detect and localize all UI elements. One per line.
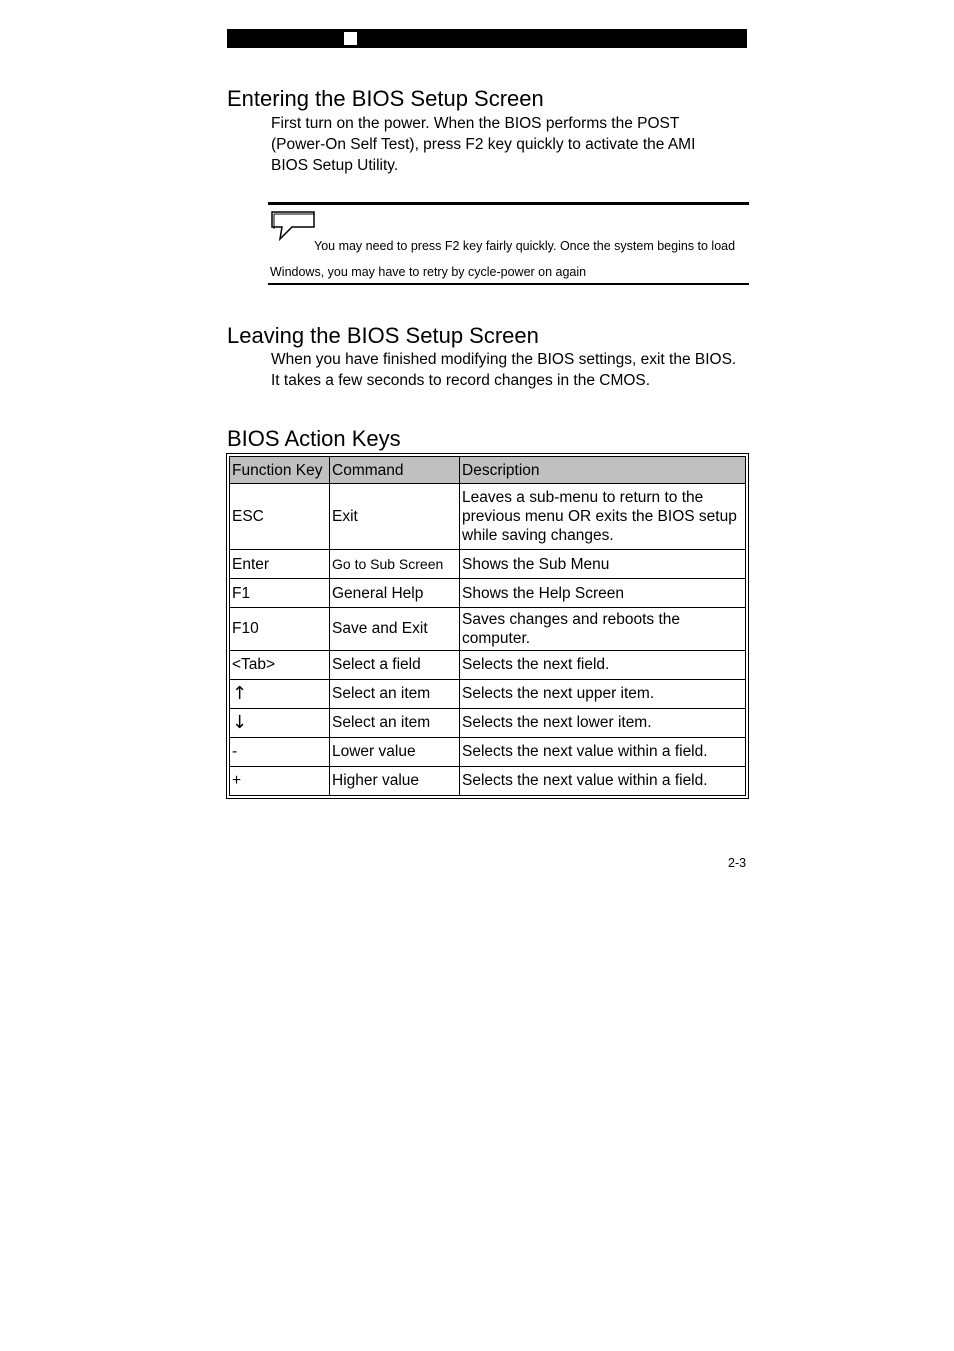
table-row	[230, 608, 746, 650]
table-header-row	[230, 457, 746, 484]
note-text-line-1: You may need to press F2 key fairly quickly. Once the system begins to load	[314, 239, 736, 253]
command-cell: Select an item	[330, 679, 460, 708]
note-text-line-2: Windows, you may have to retry by cycle-power on again	[270, 265, 587, 279]
description-cell: Leaves a sub-menu to return to the previous menu OR exits the BIOS setup while saving changes.	[460, 484, 746, 550]
header-bar	[227, 29, 747, 48]
description-cell: Shows the Sub Menu	[460, 550, 746, 579]
command-cell: Select an item	[330, 708, 460, 737]
heading-bios-action-keys: BIOS Action Keys	[227, 426, 401, 451]
command-cell: Save and Exit	[330, 608, 460, 650]
bios-keys-table	[226, 453, 749, 799]
function-key-cell: ESC	[230, 484, 330, 550]
command-cell: Select a field	[330, 650, 460, 679]
function-key-cell: -	[230, 737, 330, 766]
function-key-cell: F1	[230, 579, 330, 608]
description-cell: Shows the Help Screen	[460, 579, 746, 608]
function-key-cell: <Tab>	[230, 650, 330, 679]
entering-bios-text: First turn on the power. When the BIOS performs the POST (Power-On Self Test), press F2 key quickly to activate the AMI BIOS Setup Utility.	[271, 115, 696, 174]
header-square-icon	[344, 32, 357, 45]
down-arrow-key-cell: ↓	[230, 708, 330, 737]
leaving-bios-text: When you have finished modifying the BIOS settings, exit the BIOS. It takes a few seconds to record changes in the CMOS.	[271, 351, 737, 389]
command-cell: Higher value	[330, 766, 460, 795]
description-cell: Selects the next lower item.	[460, 708, 746, 737]
table-row	[230, 708, 746, 737]
function-key-cell: F10	[230, 608, 330, 650]
description-cell: Selects the next upper item.	[460, 679, 746, 708]
table-row	[230, 766, 746, 795]
table-row	[230, 484, 746, 550]
description-cell: Saves changes and reboots the computer.	[460, 608, 746, 650]
description-cell: Selects the next field.	[460, 650, 746, 679]
command-cell: General Help	[330, 579, 460, 608]
function-key-cell: Enter	[230, 550, 330, 579]
table-row	[230, 579, 746, 608]
header-command: Command	[330, 457, 460, 484]
command-cell: Lower value	[330, 737, 460, 766]
table-row	[230, 650, 746, 679]
header-function-key: Function Key	[230, 457, 330, 484]
description-cell: Selects the next value within a field.	[460, 766, 746, 795]
table-row	[230, 550, 746, 579]
table-row	[230, 679, 746, 708]
command-cell: Go to Sub Screen	[330, 550, 460, 579]
description-cell: Selects the next value within a field.	[460, 737, 746, 766]
up-arrow-key-cell: ↑	[230, 679, 330, 708]
command-cell: Exit	[330, 484, 460, 550]
heading-entering-bios: Entering the BIOS Setup Screen	[227, 86, 544, 111]
note-box	[268, 202, 749, 285]
note-speech-icon	[270, 211, 316, 241]
header-description: Description	[460, 457, 746, 484]
heading-leaving-bios: Leaving the BIOS Setup Screen	[227, 323, 539, 348]
table-row	[230, 737, 746, 766]
function-key-cell: +	[230, 766, 330, 795]
page-number: 2-3	[728, 856, 747, 870]
